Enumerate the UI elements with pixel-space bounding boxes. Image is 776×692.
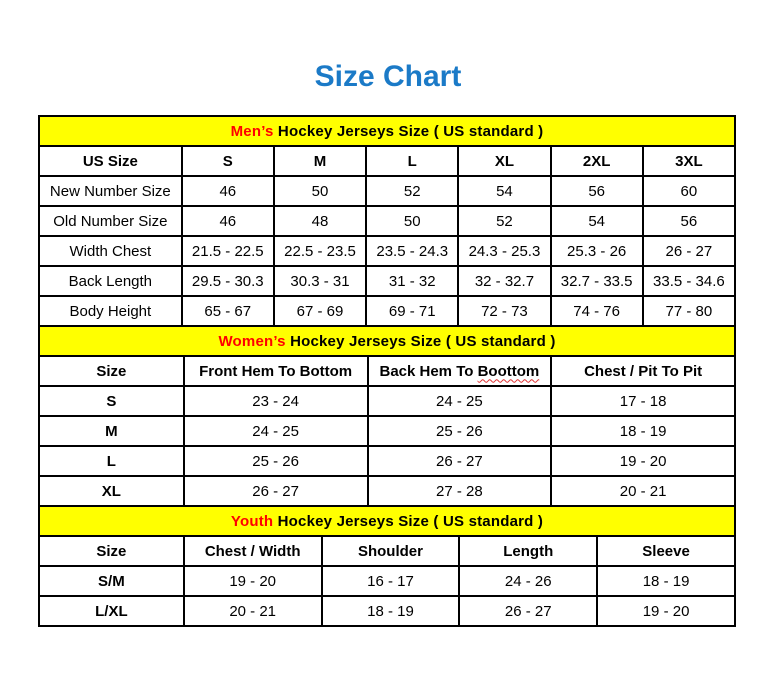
womens-col-header: Size — [39, 356, 184, 386]
mens-value-cell: 56 — [643, 206, 735, 236]
youth-value-cell: 18 - 19 — [597, 566, 735, 596]
womens-table-row — [39, 416, 735, 446]
mens-col-header: M — [274, 146, 366, 176]
youth-col-header: Sleeve — [597, 536, 735, 566]
youth-table-row — [39, 566, 735, 596]
mens-value-cell: 50 — [366, 206, 458, 236]
womens-value-cell: 20 - 21 — [551, 476, 735, 506]
womens-value-cell: 25 - 26 — [368, 416, 552, 446]
youth-header-row — [39, 536, 735, 566]
mens-value-cell: 23.5 - 24.3 — [366, 236, 458, 266]
mens-col-header: L — [366, 146, 458, 176]
mens-banner: Men’s Hockey Jerseys Size ( US standard ) — [39, 116, 735, 146]
mens-value-cell: 52 — [366, 176, 458, 206]
mens-table-row — [39, 266, 735, 296]
mens-value-cell: 56 — [551, 176, 643, 206]
youth-row-label: L/XL — [39, 596, 184, 626]
youth-row-label: S/M — [39, 566, 184, 596]
womens-row-label: L — [39, 446, 184, 476]
mens-banner-accent-word: Men’s — [230, 122, 274, 140]
mens-table-row — [39, 176, 735, 206]
mens-row-label: Back Length — [39, 266, 182, 296]
womens-value-cell: 24 - 25 — [184, 416, 368, 446]
mens-row-label: Body Height — [39, 296, 182, 326]
youth-banner-row — [39, 506, 735, 536]
mens-table-row — [39, 206, 735, 236]
youth-col-header: Size — [39, 536, 184, 566]
womens-value-cell: 17 - 18 — [551, 386, 735, 416]
mens-value-cell: 54 — [458, 176, 550, 206]
mens-value-cell: 54 — [551, 206, 643, 236]
youth-value-cell: 19 - 20 — [184, 566, 322, 596]
mens-value-cell: 46 — [182, 206, 274, 236]
mens-row-label: Width Chest — [39, 236, 182, 266]
mens-value-cell: 29.5 - 30.3 — [182, 266, 274, 296]
womens-header-row — [39, 356, 735, 386]
womens-col-header: Front Hem To Bottom — [184, 356, 368, 386]
mens-col-header: XL — [458, 146, 550, 176]
youth-value-cell: 26 - 27 — [459, 596, 597, 626]
mens-table-row — [39, 236, 735, 266]
womens-row-label: M — [39, 416, 184, 446]
youth-banner-accent-word: Youth — [230, 512, 274, 530]
mens-value-cell: 74 - 76 — [551, 296, 643, 326]
youth-col-header: Length — [459, 536, 597, 566]
mens-value-cell: 67 - 69 — [274, 296, 366, 326]
mens-value-cell: 30.3 - 31 — [274, 266, 366, 296]
mens-value-cell: 77 - 80 — [643, 296, 735, 326]
mens-col-header: S — [182, 146, 274, 176]
mens-col-header: 3XL — [643, 146, 735, 176]
womens-row-label: XL — [39, 476, 184, 506]
mens-value-cell: 52 — [458, 206, 550, 236]
mens-value-cell: 25.3 - 26 — [551, 236, 643, 266]
womens-value-cell: 18 - 19 — [551, 416, 735, 446]
mens-table-row — [39, 296, 735, 326]
mens-banner-row — [39, 116, 735, 146]
youth-size-table — [38, 505, 736, 627]
size-chart-tables — [38, 115, 736, 627]
mens-value-cell: 32 - 32.7 — [458, 266, 550, 296]
mens-row-label: New Number Size — [39, 176, 182, 206]
mens-row-label: Old Number Size — [39, 206, 182, 236]
mens-value-cell: 65 - 67 — [182, 296, 274, 326]
youth-value-cell: 18 - 19 — [322, 596, 460, 626]
youth-value-cell: 24 - 26 — [459, 566, 597, 596]
youth-col-header: Shoulder — [322, 536, 460, 566]
youth-value-cell: 16 - 17 — [322, 566, 460, 596]
womens-row-label: S — [39, 386, 184, 416]
mens-value-cell: 48 — [274, 206, 366, 236]
womens-table-row — [39, 386, 735, 416]
mens-value-cell: 31 - 32 — [366, 266, 458, 296]
youth-value-cell: 20 - 21 — [184, 596, 322, 626]
womens-banner-row — [39, 326, 735, 356]
womens-value-cell: 23 - 24 — [184, 386, 368, 416]
youth-banner: Youth Hockey Jerseys Size ( US standard ) — [39, 506, 735, 536]
womens-col-header: Back Hem To Boottom — [368, 356, 552, 386]
youth-table-row — [39, 596, 735, 626]
womens-banner: Women’s Hockey Jerseys Size ( US standard ) — [39, 326, 735, 356]
mens-value-cell: 24.3 - 25.3 — [458, 236, 550, 266]
womens-value-cell: 26 - 27 — [184, 476, 368, 506]
mens-value-cell: 26 - 27 — [643, 236, 735, 266]
mens-col-header: US Size — [39, 146, 182, 176]
mens-value-cell: 22.5 - 23.5 — [274, 236, 366, 266]
womens-value-cell: 26 - 27 — [368, 446, 552, 476]
mens-value-cell: 69 - 71 — [366, 296, 458, 326]
spellcheck-underlined-word: Boottom — [477, 362, 540, 380]
mens-value-cell: 21.5 - 22.5 — [182, 236, 274, 266]
mens-value-cell: 72 - 73 — [458, 296, 550, 326]
womens-value-cell: 24 - 25 — [368, 386, 552, 416]
mens-value-cell: 46 — [182, 176, 274, 206]
mens-header-row — [39, 146, 735, 176]
womens-size-table — [38, 325, 736, 507]
page-title: Size Chart — [314, 60, 462, 93]
womens-col-header: Chest / Pit To Pit — [551, 356, 735, 386]
womens-banner-accent-word: Women’s — [218, 332, 286, 350]
mens-value-cell: 50 — [274, 176, 366, 206]
mens-value-cell: 60 — [643, 176, 735, 206]
womens-value-cell: 27 - 28 — [368, 476, 552, 506]
womens-table-row — [39, 476, 735, 506]
mens-size-table — [38, 115, 736, 327]
womens-value-cell: 19 - 20 — [551, 446, 735, 476]
mens-col-header: 2XL — [551, 146, 643, 176]
youth-value-cell: 19 - 20 — [597, 596, 735, 626]
womens-value-cell: 25 - 26 — [184, 446, 368, 476]
mens-value-cell: 32.7 - 33.5 — [551, 266, 643, 296]
womens-table-row — [39, 446, 735, 476]
mens-value-cell: 33.5 - 34.6 — [643, 266, 735, 296]
youth-col-header: Chest / Width — [184, 536, 322, 566]
